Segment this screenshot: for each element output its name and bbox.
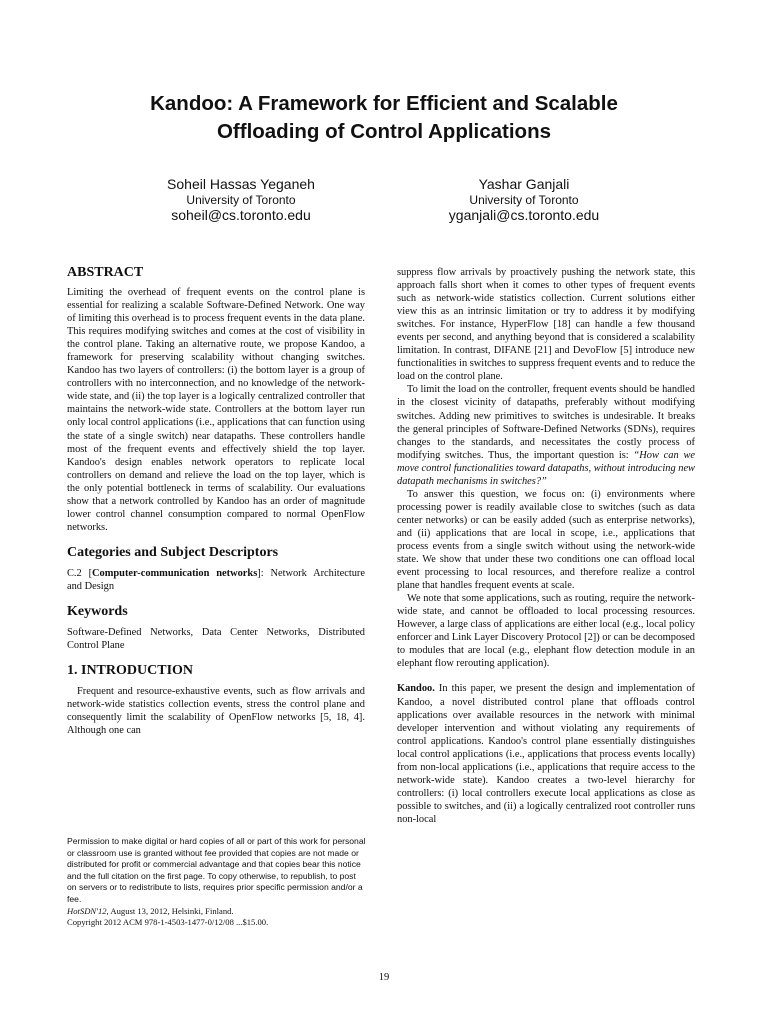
keywords-text: Software-Defined Networks, Data Center Networks, Distributed Control Plane bbox=[67, 626, 365, 652]
key-question: “How can we move control functionalities toward datapaths, without introducing new datapath mechanisms in switches?” bbox=[397, 449, 696, 487]
title-line-2: Offloading of Control Applications bbox=[216, 120, 552, 143]
categories-heading: Categories and Subject Descriptors bbox=[67, 544, 279, 560]
abstract-text: Limiting the overhead of frequent events on the control plane is essential for realizing a scalable Software-Defined Network. One way of limiting this overhead is to process frequent events in the data plane. This requires modifying switches and comes at the cost of visibility in the control plane. Taking an alternative route, we propose Kandoo, a framework for preserving scalability without changing switches. Kandoo has two layers of controllers: (i) the bottom layer is a group of controllers with no interconnection, and no knowledge of the network-wide state, and (ii) the top layer is a logically centralized controller that maintains the network-wide state. Controllers at the bottom layer run only local control applications (i.e., applications that can function using the state of a single switch) near datapaths. These controllers handle most of the frequent events and effectively shield the top layer. Kandoo's design enables network operators to replicate local controllers on demand and relieve the load on the top layer, which is the only potential bottleneck in terms of scalability. Our evaluations show that a network controlled by Kandoo has an order of magnitude lower control channel consumption compared to normal OpenFlow networks. bbox=[67, 287, 365, 533]
keywords-heading: Keywords bbox=[67, 603, 128, 619]
copyright-line: Copyright 2012 ACM 978-1-4503-1477-0/12/08 ...$15.00. bbox=[67, 917, 269, 928]
author-name: Soheil Hassas Yeganeh bbox=[167, 176, 315, 192]
author-name: Yashar Ganjali bbox=[478, 176, 570, 192]
abstract-heading: ABSTRACT bbox=[67, 265, 144, 280]
kandoo-run-in-heading: Kandoo. bbox=[397, 683, 435, 695]
left-column bbox=[67, 264, 365, 737]
author-block-2 bbox=[374, 176, 674, 224]
author-email: yganjali@cs.toronto.edu bbox=[448, 207, 600, 223]
categories-text bbox=[67, 567, 365, 593]
right-paragraph-1: suppress flow arrivals by proactively pushing the network state, this approach falls short when it comes to other types of frequent events such as network-wide statistics collection. Current solutions either view this as an intrinsic limitation or try to address it by modifying switches. For instance, HyperFlow [18] can handle a few thousand events per second, and anything beyond that is considered a scalability limitation. In contrast, DIFANE [21] and DevoFlow [5] introduce new functionalities in switches to suppress frequent events and to reduce the load on the control plane. bbox=[397, 267, 695, 383]
page-number: 19 bbox=[378, 972, 390, 983]
categories-bold: Computer-communication networks bbox=[92, 567, 258, 579]
right-column bbox=[397, 266, 695, 826]
introduction-heading: 1. INTRODUCTION bbox=[67, 663, 194, 679]
categories-rest: ]: Network Architecture and Design bbox=[67, 567, 366, 592]
right-paragraph-4: We note that some applications, such as routing, require the network-wide state, and cannot be offloaded to local processing resources. However, a large class of applications are either local (e.g., local policy enforcer and Link Layer Discovery Protocol [2]) or can be decomposed to modules that are local (e.g., elephant flow detection module in an elephant flow rerouting application). bbox=[397, 593, 695, 670]
author-affiliation: University of Toronto bbox=[186, 193, 296, 207]
introduction-paragraph: Frequent and resource-exhaustive events, such as flow arrivals and network-wide statistics collection events, stress the control plane and consequently limit the scalability of OpenFlow networks [5, 18, 4]. Although one can bbox=[67, 686, 365, 737]
author-email: soheil@cs.toronto.edu bbox=[171, 207, 311, 223]
title-line-1: Kandoo: A Framework for Efficient and Scalable bbox=[150, 92, 618, 115]
right-paragraph-3: To answer this question, we focus on: (i) environments where processing power is readily available close to switches (such as data center networks) or can be easily added (such as enterprise networks), and (ii) applications that are local in scope, i.e., applications that process events from a single switch without using the network-wide state. We show that under these two conditions one can offload local event processing to local resources, and therefore realize a control plane that handles frequent events at scale. bbox=[397, 488, 695, 592]
right-paragraph-2 bbox=[397, 383, 695, 487]
paragraph-spacer bbox=[397, 670, 695, 682]
paper-title bbox=[0, 90, 768, 146]
right-paragraph-5 bbox=[397, 682, 695, 826]
conference-line bbox=[67, 906, 367, 918]
right-paragraph-2-text: To limit the load on the controller, frequent events should be handled in the closest vicinity of datapaths, preferably without modifying switches. Adding new primitives to switches is undesirable. It breaks the general principles of Software-Defined Networks (SDNs), requires changes to the standards, and necessitates the costly process of modifying switches. Thus, the important question is: bbox=[397, 384, 695, 461]
copyright-footnote bbox=[67, 836, 367, 929]
conference-details: August 13, 2012, Helsinki, Finland. bbox=[108, 905, 234, 916]
author-affiliation: University of Toronto bbox=[469, 193, 579, 207]
categories-code: C.2 [ bbox=[67, 567, 93, 579]
conference-name: HotSDN'12, bbox=[67, 905, 109, 916]
permission-notice: Permission to make digital or hard copies of all or part of this work for personal or classroom use is granted without fee provided that copies are not made or distributed for profit or commercial advantage and that copies bear this notice and the full citation on the first page. To copy otherwise, to republish, to post on servers or to redistribute to lists, requires prior specific permission and/or a fee. bbox=[67, 836, 366, 904]
right-paragraph-5-text: In this paper, we present the design and implementation of Kandoo, a novel distributed control plane that offloads control applications over available resources in the network with minimal developer intervention and without violating any requirements of control applications. Kandoo's control plane essentially distinguishes local control applications (i.e., applications that process events locally) from non-local applications (i.e., applications that require access to the network-wide state). Kandoo creates a two-level hierarchy for controllers: (i) local controllers execute local applications as close as possible to switches, and (ii) a logically centralized root controller runs non-local bbox=[397, 683, 695, 825]
author-block-1 bbox=[91, 176, 391, 224]
